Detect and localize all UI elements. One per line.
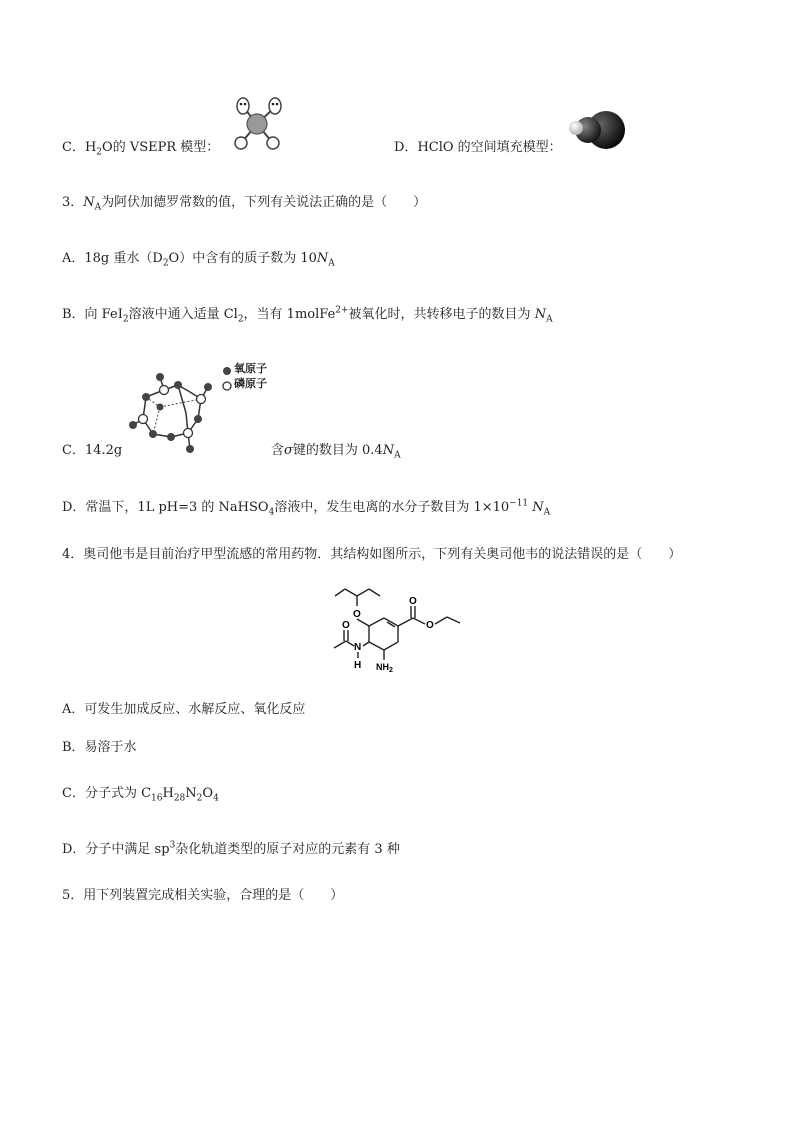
h2o-vsepr-model-figure: [228, 96, 290, 154]
q3-option-b: B．向 FeI$_2$溶液中通入适量 $Cl_2$，当有 1molFe$^{2+}$被氧化时，共转移电子的数目为 $N_A$: [62, 305, 553, 325]
struct-ester-oxygen: O: [426, 620, 434, 631]
phosphorus-legend-icon: [223, 382, 231, 390]
q2-option-c: C．$H_2O$的 VSEPR 模型：: [62, 140, 220, 158]
legend-phosphorus-label: 磷原子: [234, 377, 267, 390]
q3-option-c-tail: 含σ键的数目为 $0.4N_A$: [271, 443, 401, 461]
struct-ether-oxygen: O: [353, 609, 361, 620]
oseltamivir-structure-figure: [322, 586, 472, 678]
struct-carbonyl-oxygen: O: [409, 596, 417, 607]
q3-stem: 3．$N_A$为阿伏加德罗常数的值，下列有关说法正确的是（ ）: [62, 195, 427, 213]
legend-oxygen-label: 氧原子: [234, 362, 267, 375]
q3-option-c: C．14.2g: [62, 443, 123, 458]
q4-option-b: B．易溶于水: [62, 740, 137, 755]
struct-amide-hydrogen: H: [354, 660, 362, 671]
hclo-space-filling-model-figure: [566, 108, 628, 154]
struct-amide-oxygen: O: [342, 620, 350, 631]
q4-option-d: D．分子中满足 $sp^3$杂化轨道类型的原子对应的元素有 3 种: [62, 840, 400, 857]
q4-option-c: C．分子式为 $C_{16}H_{28}N_2O_4$: [62, 786, 219, 804]
q2-option-d: D．HClO 的空间填充模型：: [394, 140, 562, 155]
oxygen-legend-icon: [223, 367, 231, 375]
struct-amine-group: $NH_2$: [376, 662, 393, 674]
struct-amide-nitrogen: N: [354, 642, 362, 653]
q3-option-a: A．18g 重水$(D_2O)$中含有的质子数为 $10N_A$: [62, 251, 335, 269]
q5-stem: 5．用下列装置完成相关实验，合理的是（ ）: [62, 888, 344, 903]
q3-option-d: D．常温下，1L pH=3 的 NaHSO$_4$溶液中，发生电离的水分子数目为 $1\times 10^{-11}$ $N_A$: [62, 498, 551, 518]
q4-stem: 4．奥司他韦是目前治疗甲型流感的常用药物．其结构如图所示，下列有关奥司他韦的说法错误的是（ ）: [62, 547, 682, 562]
q4-option-a: A．可发生加成反应、水解反应、氧化反应: [62, 702, 306, 717]
